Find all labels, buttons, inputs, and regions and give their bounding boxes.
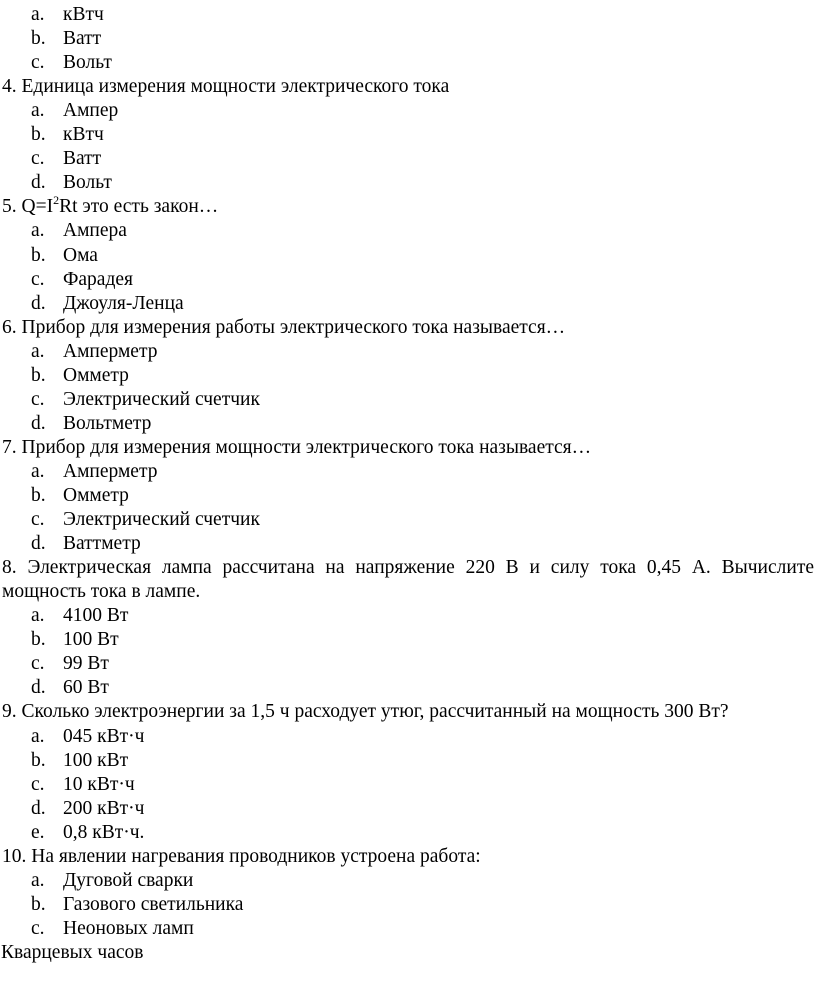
option-letter: a. [31,869,45,891]
option-letter: c. [31,52,45,74]
option-text: Омметр [63,364,129,386]
question-text: 10. На явлении нагревания проводников устроена работа: [2,845,481,867]
option-letter: b. [31,893,46,915]
option-text: Ваттметр [63,533,141,555]
answer-option [31,99,118,123]
option-letter: a. [31,4,45,25]
question-text: 8. Электрическая лампа рассчитана на напряжение 220 В и силу тока 0,45 А. Вычислите [2,557,814,579]
option-letter: b. [31,749,46,771]
question-text: 9. Сколько электроэнергии за 1,5 ч расходует утюг, рассчитанный на мощность 300 Вт? [2,701,729,723]
option-letter: c. [31,773,45,795]
answer-option [31,484,129,508]
option-letter: a. [31,460,45,482]
answer-option [31,821,144,845]
option-letter: c. [31,509,45,531]
option-text: 0,8 кВт·ч. [63,821,145,843]
option-text: 100 кВт [63,749,129,771]
option-letter: b. [31,364,46,386]
option-letter: a. [31,100,45,122]
trailing-text: Кварцевых часов [1,941,144,963]
answer-option [31,604,128,628]
option-text: Джоуля-Ленца [63,292,184,314]
answer-option [31,628,119,652]
formula-part: 5. Q=I [2,196,54,218]
answer-option [31,147,101,171]
option-text: Дуговой сварки [63,869,194,891]
option-letter: d. [31,677,46,699]
option-text: Газового светильника [63,893,244,915]
option-text: 99 Вт [63,653,109,675]
option-letter: b. [31,244,46,266]
option-text: Омметр [63,485,129,506]
option-text: Ватт [63,148,102,170]
option-letter: a. [31,725,45,747]
answer-option [31,244,98,268]
answer-option [31,3,104,27]
option-letter: b. [31,28,46,50]
option-text: Фарадея [63,268,134,290]
option-text: Ампера [63,220,127,242]
formula-exponent: 2 [53,192,60,207]
option-letter: c. [31,917,45,939]
option-letter: a. [31,340,45,362]
option-letter: d. [31,292,46,314]
question-text: мощность тока в лампе. [2,581,201,603]
question-text [2,192,219,219]
answer-option [31,340,157,364]
option-text: Вольт [63,172,112,194]
option-text: Электрический счетчик [63,509,260,531]
option-text: 60 Вт [63,677,109,699]
option-text: Электрический счетчик [63,388,260,410]
option-letter: c. [31,388,45,410]
option-text: 10 кВт·ч [63,773,135,795]
option-letter: c. [31,268,45,290]
option-letter: d. [31,533,46,555]
question-text: 7. Прибор для измерения мощности электрического тока называется… [2,436,592,458]
option-text: кВтч [63,4,104,25]
option-text: Вольт [63,52,112,74]
answer-option [31,773,135,797]
answer-option [31,171,112,195]
answer-option [31,869,193,893]
option-text: 045 кВт·ч [63,725,145,747]
option-letter: d. [31,172,46,194]
option-letter: b. [31,485,46,506]
option-letter: a. [31,605,45,627]
option-letter: d. [31,797,46,819]
answer-option [31,532,141,556]
answer-option [31,797,144,821]
option-text: кВтч [63,124,104,146]
answer-option [31,388,260,412]
answer-option [31,412,151,436]
option-letter: a. [31,220,45,242]
answer-option [31,749,128,773]
option-letter: c. [31,653,45,675]
option-text: Ома [63,244,98,266]
option-text: 100 Вт [63,629,119,651]
option-letter: d. [31,412,46,434]
option-text: Амперметр [63,460,158,482]
option-text: Ватт [63,28,102,50]
option-letter: e. [31,821,45,843]
answer-option [31,364,129,388]
answer-option [31,268,133,292]
answer-option [31,292,184,316]
option-text: Амперметр [63,340,158,362]
answer-option [31,652,109,676]
answer-option [31,893,243,917]
answer-option [31,676,109,700]
answer-option [31,508,260,532]
option-text: Неоновых ламп [63,917,194,939]
option-text: Ампер [63,100,119,122]
formula-rest: Rt это есть закон… [59,196,219,218]
answer-option [31,460,157,484]
option-letter: b. [31,124,46,146]
answer-option [31,51,112,75]
option-letter: c. [31,148,45,170]
option-text: Вольтметр [63,412,152,434]
question-text: 4. Единица измерения мощности электрического тока [2,76,450,98]
answer-option [31,27,101,51]
option-text: 200 кВт·ч [63,797,145,819]
answer-option [31,123,104,147]
option-text: 4100 Вт [63,605,129,627]
option-letter: b. [31,629,46,651]
answer-option [31,725,144,749]
answer-option [31,219,127,243]
answer-option [31,917,194,941]
question-text: 6. Прибор для измерения работы электрического тока называется… [2,316,566,338]
